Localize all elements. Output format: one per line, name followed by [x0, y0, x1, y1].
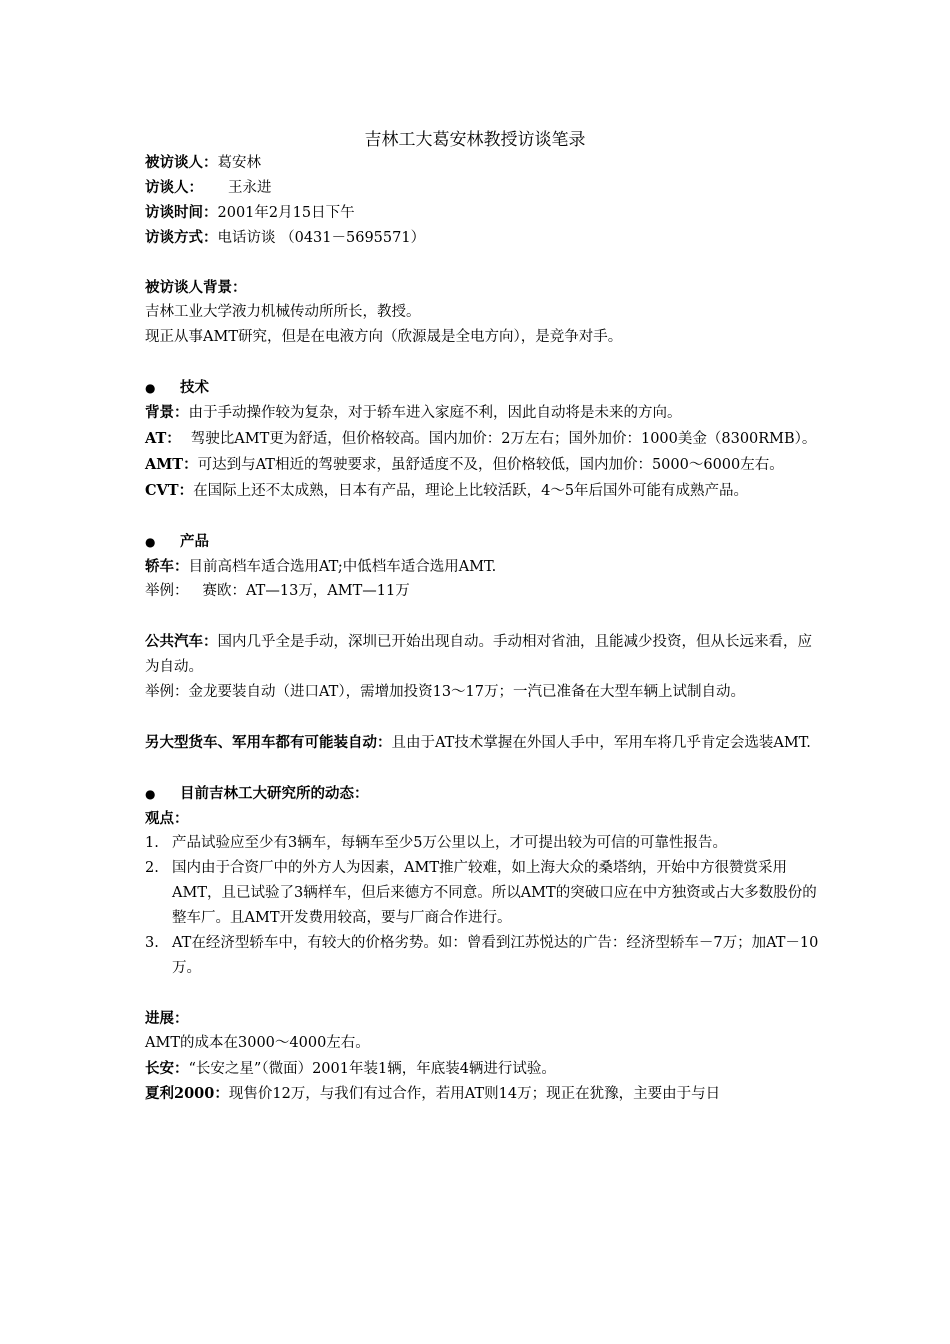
- bullet-icon: ●: [145, 535, 156, 549]
- item-text: 产品试验应至少有3辆车，每辆车至少5万公里以上，才可提出较为可信的可靠性报告。: [172, 835, 727, 851]
- bullet-icon: ●: [145, 381, 156, 395]
- meta-method: [145, 225, 825, 250]
- value: 王永进: [228, 180, 272, 196]
- tech-background: [145, 400, 825, 426]
- tech-amt: [145, 452, 825, 478]
- value: 现售价12万，与我们有过合作，若用AT则14万；现正在犹豫，主要由于与日: [228, 1086, 721, 1102]
- heading-text: 产品: [180, 533, 209, 550]
- label: 背景：: [145, 404, 189, 421]
- label: 被访谈人：: [145, 154, 218, 171]
- value: “长安之星”（微面）2001年装1辆，年底装4辆进行试验。: [188, 1061, 556, 1077]
- label: 公共汽车：: [145, 633, 218, 650]
- tech-at: [145, 426, 825, 452]
- list-item: [145, 831, 825, 856]
- value: 葛安林: [217, 155, 261, 171]
- progress-label: 进展：: [145, 1010, 189, 1027]
- product-car: [145, 554, 825, 579]
- label: 轿车：: [145, 558, 189, 575]
- value: 驾驶比AMT更为舒适，但价格较高。国内加价：2万左右；国外加价：1000美金（8300RMB）。: [190, 431, 817, 447]
- page-title: 吉林工大葛安林教授访谈笔录: [364, 130, 586, 150]
- item-text: AT在经济型轿车中，有较大的价格劣势。如：曾看到江苏悦达的广告：经济型轿车－7万；加AT－10万。: [172, 935, 819, 976]
- label: AMT：: [145, 456, 198, 473]
- background-line: 吉林工业大学液力机械传动所所长，教授。: [145, 304, 421, 320]
- label: 夏利2000：: [145, 1085, 229, 1102]
- progress-cost: AMT的成本在3000～4000左右。: [145, 1035, 370, 1051]
- background-line: 现正从事AMT研究，但是在电液方向（欣源晟是全电方向），是竞争对手。: [145, 329, 623, 345]
- list-item: [145, 856, 825, 931]
- progress-changan: [145, 1056, 825, 1081]
- value: 由于手动操作较为复杂，对于轿车进入家庭不利，因此自动将是未来的方向。: [188, 405, 682, 421]
- value: 且由于AT技术掌握在外国人手中，军用车将几乎肯定会选装AMT.: [391, 735, 811, 751]
- heading-text: 技术: [180, 379, 209, 396]
- label: 长安：: [145, 1060, 189, 1077]
- item-number: 3.: [145, 935, 159, 951]
- label: 访谈时间：: [145, 204, 218, 221]
- background-heading: 被访谈人背景：: [145, 279, 247, 296]
- product-car-example: [145, 579, 825, 604]
- product-truck: [145, 730, 825, 756]
- section-heading-product: [145, 529, 825, 554]
- value: 可达到与AT相近的驾驶要求，虽舒适度不及，但价格较低，国内加价：5000～6000左右。: [197, 457, 784, 473]
- label: AT：: [145, 430, 181, 447]
- meta-time: [145, 200, 825, 225]
- label: 举例：: [145, 583, 189, 599]
- tech-cvt: [145, 478, 825, 504]
- section-heading-institute: [145, 781, 825, 806]
- value: 电话访谈 （0431－5695571）: [217, 230, 426, 246]
- meta-interviewer: [145, 175, 825, 200]
- heading-text: 目前吉林工大研究所的动态：: [180, 785, 369, 802]
- value: 国内几乎全是手动，深圳已开始出现自动。手动相对省油，且能减少投资，但从长远来看，应为自动。: [145, 634, 812, 675]
- product-bus-example: 举例：金龙要装自动（进口AT），需增加投资13～17万；一汽已准备在大型车辆上试制自动。: [145, 684, 745, 700]
- list-item: [145, 931, 825, 981]
- progress-xiali: [145, 1081, 825, 1106]
- label: 访谈人：: [145, 179, 203, 196]
- item-number: 1.: [145, 835, 159, 851]
- product-bus: [145, 629, 825, 680]
- item-text: 国内由于合资厂中的外方人为因素，AMT推广较难，如上海大众的桑塔纳，开始中方很赞赏采用AMT，且已试验了3辆样车，但后来德方不同意。所以AMT的突破口应在中方独资或占大多数股份的整车厂。且AMT开发费用较高，要与厂商合作进行。: [172, 860, 817, 926]
- label: 另大型货车、军用车都有可能装自动：: [145, 734, 392, 751]
- value: 赛欧：AT—13万，AMT—11万: [202, 583, 410, 599]
- item-number: 2.: [145, 860, 159, 876]
- bullet-icon: ●: [145, 787, 156, 801]
- value: 2001年2月15日下午: [217, 205, 355, 221]
- value: 在国际上还不太成熟，日本有产品，理论上比较活跃，4～5年后国外可能有成熟产品。: [193, 483, 749, 499]
- value: 目前高档车适合选用AT;中低档车适合选用AMT.: [188, 559, 497, 575]
- document-body: [145, 150, 825, 1106]
- label: CVT：: [145, 482, 194, 499]
- views-list: [145, 831, 825, 981]
- section-heading-tech: [145, 375, 825, 400]
- meta-interviewee: [145, 150, 825, 175]
- views-label: 观点：: [145, 810, 189, 827]
- label: 访谈方式：: [145, 229, 218, 246]
